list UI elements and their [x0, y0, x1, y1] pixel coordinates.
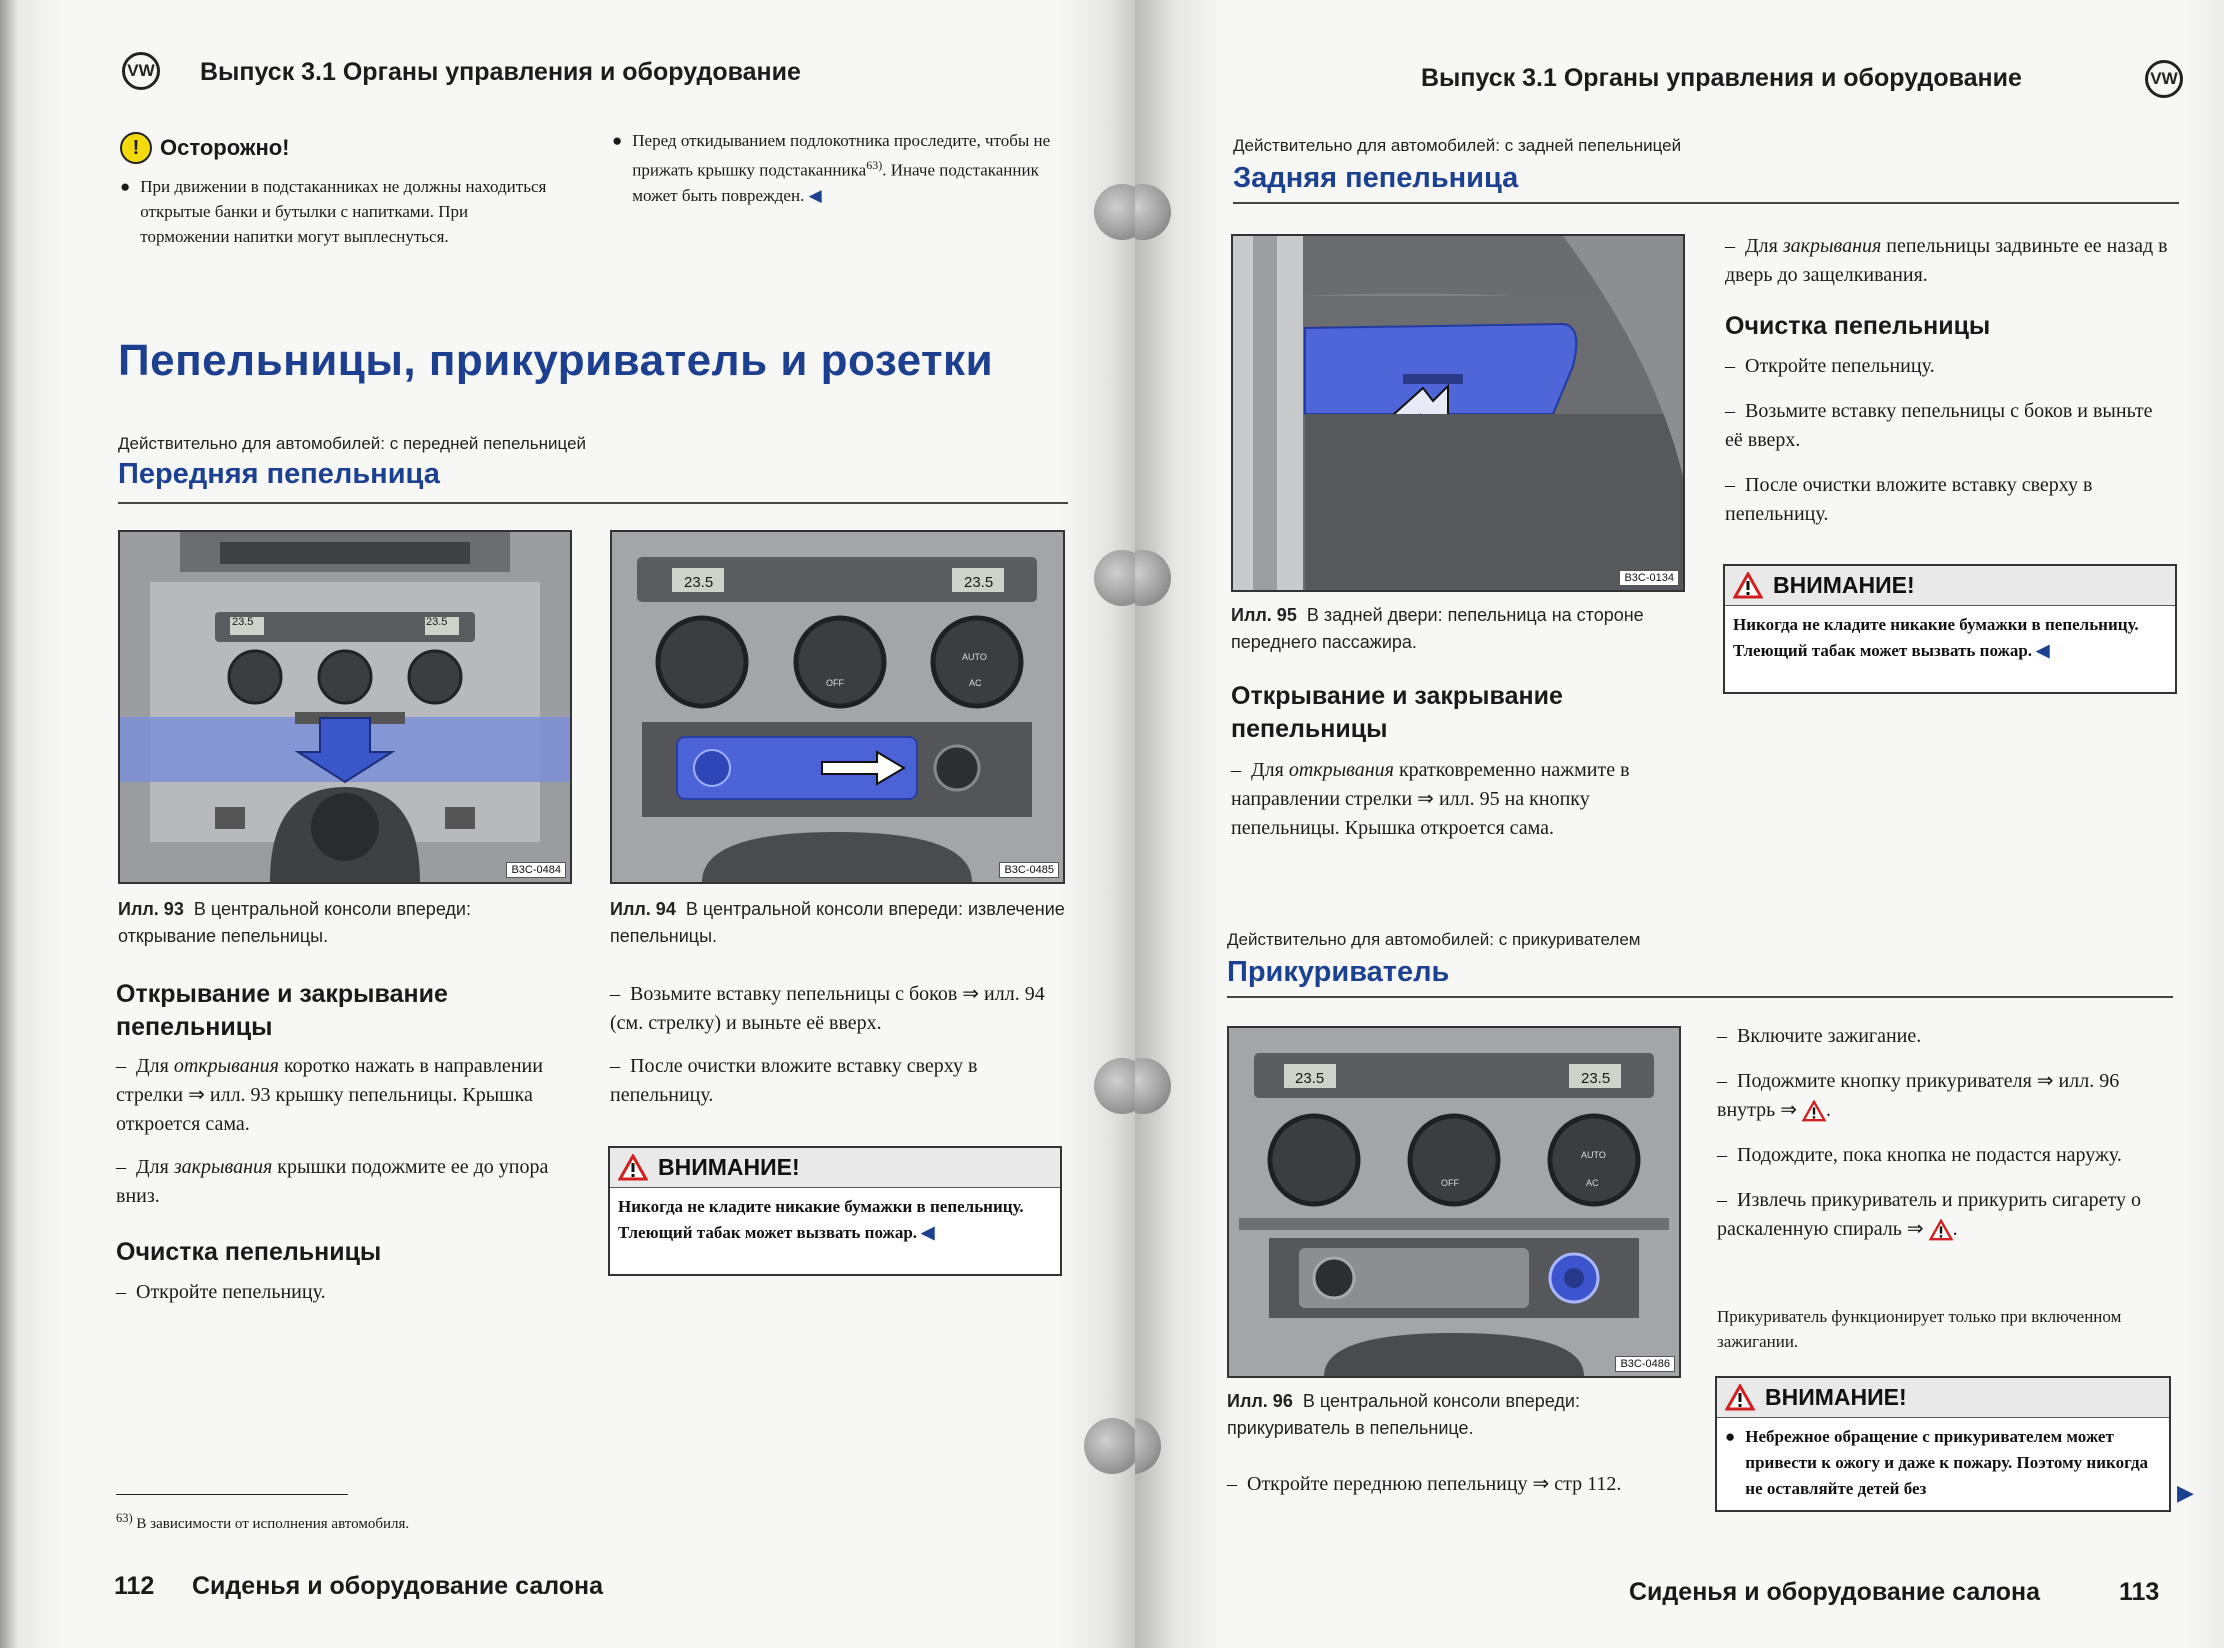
- figure-96: [1227, 1026, 1681, 1378]
- figure-95: [1231, 234, 1685, 592]
- section-rule: [118, 502, 1068, 504]
- rear-clean-step: – Возьмите вставку пепельницы с боков и выньте её вверх.: [1725, 400, 2153, 451]
- warning-header: [1717, 1378, 2169, 1418]
- warning-body: Никогда не кладите никакие бумажки в пепельницу. Тлеющий табак может вызвать пожар. ◀: [618, 1197, 1024, 1242]
- warning-body: Никогда не кладите никакие бумажки в пепельницу. Тлеющий табак может вызвать пожар. ◀: [1733, 615, 2139, 660]
- figure-95-caption: Илл. 95 В задней двери: пепельница на стороне переднего пассажира.: [1231, 605, 1644, 652]
- binder-hole: [1084, 1418, 1135, 1474]
- warning-title: ВНИМАНИЕ!: [1773, 572, 1915, 598]
- figure-code: B3C-0485: [999, 862, 1059, 878]
- section-rule: [1233, 202, 2179, 204]
- page-header: Выпуск 3.1 Органы управления и оборудование: [200, 58, 801, 86]
- figure-label: Илл. 93: [118, 899, 184, 919]
- knob-label-ac: AC: [1586, 1178, 1599, 1188]
- footnote: $^{63)}$ В зависимости от исполнения автомобиля.: [116, 1511, 410, 1532]
- temp-display-right: 23.5: [426, 616, 448, 628]
- figure-label: Илл. 94: [610, 899, 676, 919]
- rear-clean-steps: [1725, 352, 2170, 529]
- knob-label-off: OFF: [826, 678, 844, 688]
- lighter-step: – Извлечь прикуриватель и прикурить сигарету о раскаленную спираль ⇒ .: [1717, 1189, 2141, 1240]
- clean-step: – Откройте пепельницу.: [116, 1281, 326, 1303]
- armrest-note: [612, 128, 1072, 208]
- figure-label: Илл. 95: [1231, 605, 1297, 625]
- figure-code: B3C-0134: [1619, 570, 1679, 586]
- open-close-text: [116, 1052, 556, 1211]
- figure-93-caption: Илл. 93 В центральной консоли впереди: открывание пепельницы.: [118, 899, 471, 946]
- warning-box: [1715, 1376, 2171, 1512]
- rear-clean-title: Очистка пепельницы: [1725, 312, 1991, 340]
- section-lighter: Прикуриватель: [1227, 956, 1450, 988]
- footer-title: Сиденья и оборудование салона: [1629, 1578, 2041, 1606]
- temp-display-right: 23.5: [964, 574, 994, 591]
- section-front-ashtray: Передняя пепельница: [118, 458, 440, 490]
- bullet-icon: ●: [120, 177, 131, 196]
- caution-header: [120, 132, 560, 164]
- warning-header: [610, 1148, 1060, 1188]
- right-page: [1135, 0, 2224, 1648]
- binder-hole: [1094, 550, 1135, 606]
- lighter-note: Прикуриватель функционирует только при включенном зажигании.: [1717, 1307, 2122, 1351]
- remove-step: – Возьмите вставку пепельницы с боков ⇒ илл. 94 (см. стрелку) и выньте её вверх.: [610, 983, 1045, 1034]
- lighter-step: – Подожмите кнопку прикуривателя ⇒ илл. 96 внутрь ⇒ .: [1717, 1070, 2120, 1121]
- knob-label-auto: AUTO: [962, 652, 987, 662]
- temp-display-left: 23.5: [684, 574, 714, 591]
- warning-box: [608, 1146, 1062, 1276]
- figure-93: [118, 530, 572, 884]
- binder-hole: [1135, 1058, 1171, 1114]
- warning-triangle-icon: [1733, 572, 1763, 599]
- vw-logo-icon: VW: [2145, 60, 2183, 98]
- close-step: – Для закрывания крышки подожмите ее до упора вниз.: [116, 1156, 549, 1207]
- warning-triangle-icon: [1802, 1100, 1826, 1122]
- temp-display-right: 23.5: [1581, 1070, 1611, 1087]
- vw-logo-icon: VW: [122, 52, 160, 90]
- figure-code: B3C-0484: [506, 862, 566, 878]
- caution-text: [120, 174, 560, 249]
- continue-arrow-icon: ▶: [2177, 1480, 2194, 1505]
- remove-insert-text: [610, 980, 1065, 1110]
- caution-body: При движении в подстаканниках не должны находиться открытые банки и бутылки с напитками. При торможении напитки могут выплеснуться.: [140, 177, 547, 246]
- section-rear-ashtray: Задняя пепельница: [1233, 162, 1519, 194]
- knob-label-ac: AC: [969, 678, 982, 688]
- main-title: Пепельницы, прикуриватель и розетки: [118, 336, 994, 385]
- caution-title: Осторожно!: [160, 135, 290, 160]
- end-marker-icon: ◀: [921, 1223, 935, 1242]
- lighter-step: – Включите зажигание.: [1717, 1025, 1922, 1047]
- warning-header: [1725, 566, 2175, 606]
- rear-open-title: Открывание и закрывание пепельницы: [1231, 682, 1563, 743]
- rear-clean-step: – После очистки вложите вставку сверху в пепельницу.: [1725, 474, 2093, 525]
- warning-triangle-icon: [1929, 1219, 1953, 1241]
- binder-hole: [1135, 1418, 1161, 1474]
- page-header: Выпуск 3.1 Органы управления и оборудование: [1421, 64, 2022, 92]
- lighter-step-open: – Откройте переднюю пепельницу ⇒ стр 112.: [1227, 1473, 1622, 1495]
- figure-code: B3C-0486: [1615, 1356, 1675, 1372]
- exclamation-icon: !: [120, 132, 152, 164]
- binder-hole: [1135, 184, 1171, 240]
- bullet-icon: ●: [612, 131, 623, 150]
- end-marker-icon: ◀: [808, 185, 822, 205]
- figure-94-caption: Илл. 94 В центральной консоли впереди: извлечение пепельницы.: [610, 899, 1065, 946]
- warning-triangle-icon: [1725, 1384, 1755, 1411]
- warning-triangle-icon: [618, 1154, 648, 1181]
- figure-94: [610, 530, 1065, 884]
- console-illustration: [120, 532, 570, 882]
- warning-box: [1723, 564, 2177, 694]
- page-number: 112: [114, 1572, 155, 1600]
- footnote-ref[interactable]: 63): [866, 158, 883, 172]
- open-step: – Для открывания коротко нажать в направлении стрелки ⇒ илл. 93 крышку пепельницы. Крышка откроется сама.: [116, 1055, 543, 1135]
- ashtray-removal-illustration: [612, 532, 1063, 882]
- warning-title: ВНИМАНИЕ!: [658, 1154, 800, 1180]
- insert-step: – После очистки вложите вставку сверху в пепельницу.: [610, 1055, 978, 1106]
- binder-hole: [1094, 1058, 1135, 1114]
- warning-body: ● Небрежное обращение с прикуривателем может привести к ожогу и даже к пожару. Поэтому никогда не оставляйте детей без: [1717, 1418, 2169, 1508]
- temp-display-left: 23.5: [1295, 1070, 1325, 1087]
- knob-label-off: OFF: [1441, 1178, 1459, 1188]
- temp-display-left: 23.5: [232, 616, 254, 628]
- rear-door-ashtray-illustration: [1233, 236, 1683, 590]
- figure-label: Илл. 96: [1227, 1391, 1293, 1411]
- footnote-number: 63): [116, 1511, 133, 1525]
- section-rule: [1227, 996, 2173, 998]
- bullet-icon: ●: [1725, 1427, 1736, 1446]
- rear-clean-step: – Откройте пепельницу.: [1725, 355, 1935, 377]
- open-close-title: Открывание и закрывание пепельницы: [116, 980, 448, 1041]
- rear-close-step: – Для закрывания пепельницы задвиньте ее назад в дверь до защелкивания.: [1725, 235, 2168, 286]
- applies-lighter: Действительно для автомобилей: с прикуривателем: [1227, 930, 1641, 949]
- figure-96-caption: Илл. 96 В центральной консоли впереди: прикуриватель в пепельнице.: [1227, 1391, 1580, 1438]
- rear-open-step: – Для открывания кратковременно нажмите в направлении стрелки ⇒ илл. 95 на кнопку пепельницы. Крышка откроется сама.: [1231, 759, 1630, 839]
- footnote-rule: [116, 1494, 348, 1495]
- applies-rear: Действительно для автомобилей: с задней пепельницей: [1233, 136, 1682, 155]
- warning-title: ВНИМАНИЕ!: [1765, 1384, 1907, 1410]
- binder-hole: [1094, 184, 1135, 240]
- lighter-steps: [1717, 1022, 2172, 1244]
- binder-hole: [1135, 550, 1171, 606]
- page-number: 113: [2119, 1578, 2160, 1606]
- lighter-step: – Подождите, пока кнопка не подастся наружу.: [1717, 1144, 2122, 1166]
- armrest-note-text: Перед откидыванием подлокотника проследите, чтобы не прижать крышку подстаканника$^{63)}$. Иначе подстаканник может быть поврежден. ◀: [632, 131, 1051, 205]
- applies-front: Действительно для автомобилей: с передней пепельницей: [118, 434, 587, 453]
- end-marker-icon: ◀: [2036, 641, 2050, 660]
- knob-label-auto: AUTO: [1581, 1150, 1606, 1160]
- caution-block: [120, 132, 560, 249]
- clean-title: Очистка пепельницы: [116, 1238, 382, 1266]
- footer-title: Сиденья и оборудование салона: [192, 1572, 604, 1600]
